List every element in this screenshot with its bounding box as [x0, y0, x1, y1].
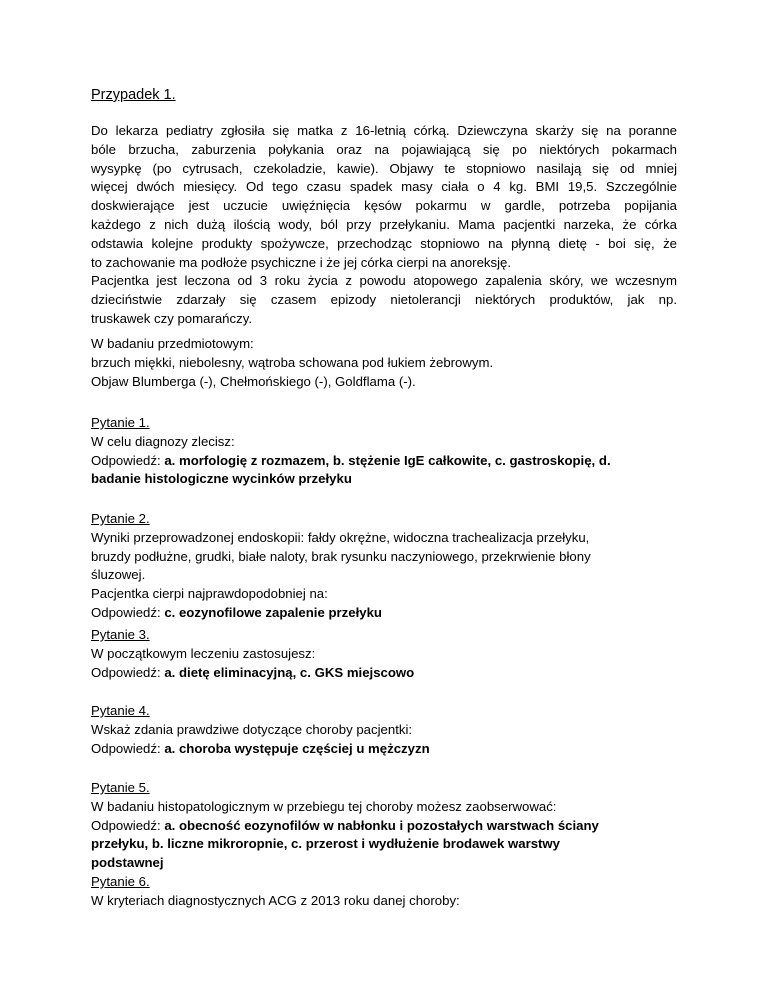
- text-line: każdego z nich dużą ilością wody, ból przy przełykaniu. Mama pacjentki narzeka, że córka: [91, 216, 677, 232]
- text-line: W badaniu przedmiotowym:: [91, 336, 254, 351]
- answer-label: Odpowiedź:: [91, 740, 165, 756]
- question-heading: Pytanie 6.: [91, 873, 150, 889]
- text-line: dzieciństwie zdarzały się czasem epizody nietolerancji niektórych produktów, jak np.: [91, 292, 677, 308]
- question-prompt: W badaniu histopatologicznym w przebiegu tej choroby możesz zaobserwować:: [91, 798, 557, 814]
- physical-exam: [91, 335, 677, 391]
- question-1: [91, 414, 677, 489]
- question-3: [91, 626, 677, 682]
- question-2: [91, 510, 677, 623]
- question-heading: Pytanie 5.: [91, 780, 150, 795]
- answer-text: a. morfologię z rozmazem, b. stężenie IgE całkowite, c. gastroskopię, d.: [164, 452, 611, 468]
- question-heading: Pytanie 4.: [91, 703, 150, 718]
- question-prompt: W początkowym leczeniu zastosujesz:: [91, 645, 316, 661]
- text-line: śluzowej.: [91, 567, 146, 583]
- answer-text: a. dietę eliminacyjną, c. GKS miejscowo: [164, 664, 415, 680]
- answer-text: podstawnej: [91, 855, 164, 871]
- answer-label: Odpowiedź:: [91, 817, 165, 833]
- text-line: to zachowanie ma podłoże psychiczne i że jej córka cierpi na anoreksję.: [91, 254, 512, 270]
- case-description: [91, 122, 677, 329]
- text-line: bruzdy podłużne, grudki, białe naloty, brak rysunku naczyniowego, przekrwienie błony: [91, 548, 591, 564]
- answer-text: c. eozynofilowe zapalenie przełyku: [164, 604, 382, 620]
- text-line: więcej dwóch miesięcy. Od tego czasu spadek masy ciała o 4 kg. BMI 19,5. Szczególnie: [91, 179, 677, 195]
- text-line: Wyniki przeprowadzonej endoskopii: fałdy okrężne, widoczna trachealizacja przełyku,: [91, 529, 590, 545]
- text-line: truskawek czy pomarańczy.: [91, 310, 252, 326]
- text-line: bóle brzucha, zaburzenia połykania oraz na pojawiającą się po niektórych pokarmach: [91, 141, 677, 157]
- answer-text: przełyku, b. liczne mikroropnie, c. przerost i wydłużenie brodawek warstwy: [91, 836, 561, 852]
- question-heading: Pytanie 2.: [91, 511, 150, 526]
- answer-line: [91, 817, 677, 836]
- answer-text: badanie histologiczne wycinków przełyku: [91, 471, 352, 487]
- answer-line: [91, 452, 677, 471]
- answer-label: Odpowiedź:: [91, 452, 165, 468]
- answer-label: Odpowiedź:: [91, 664, 165, 680]
- answer-text: a. choroba występuje częściej u mężczyzn: [164, 740, 430, 756]
- text-line: Pacjentka jest leczona od 3 roku życia z powodu atopowego zapalenia skóry, we wczesnym: [91, 273, 677, 289]
- text-line: Do lekarza pediatry zgłosiła się matka z 16-letnią córką. Dziewczyna skarży się na poranne: [91, 123, 677, 138]
- answer-text: a. obecność eozynofilów w nabłonku i pozostałych warstwach ściany: [164, 817, 599, 833]
- text-line: brzuch miękki, niebolesny, wątroba schowana pod łukiem żebrowym.: [91, 354, 494, 370]
- answer-line: [91, 740, 677, 759]
- question-prompt: W kryteriach diagnostycznych ACG z 2013 roku danej choroby:: [91, 892, 460, 908]
- case-title: Przypadek 1.: [91, 87, 176, 103]
- text-line: doskwierające jest uczucie uwięźnięcia kęsów pokarmu w gardle, potrzeba popijania: [91, 198, 677, 214]
- question-prompt: W celu diagnozy zlecisz:: [91, 433, 235, 449]
- question-heading: Pytanie 3.: [91, 627, 150, 642]
- text-line: wysypkę (po cytrusach, czekoladzie, kawie). Objawy te stopniowo nasilają się od mniej: [91, 160, 677, 176]
- question-4: [91, 702, 677, 758]
- text-line: Objaw Blumberga (-), Chełmońskiego (-), Goldflama (-).: [91, 373, 416, 389]
- question-5: [91, 779, 677, 911]
- answer-label: Odpowiedź:: [91, 604, 165, 620]
- question-heading: Pytanie 1.: [91, 415, 150, 430]
- question-prompt: Wskaż zdania prawdziwe dotyczące choroby pacjentki:: [91, 721, 413, 737]
- text-line: Pacjentka cierpi najprawdopodobniej na:: [91, 586, 328, 602]
- answer-line: [91, 664, 677, 683]
- answer-line: [91, 604, 677, 623]
- text-line: odstawia kolejne produkty spożywcze, przechodząc stopniowo na płynną dietę - boi się, że: [91, 235, 677, 251]
